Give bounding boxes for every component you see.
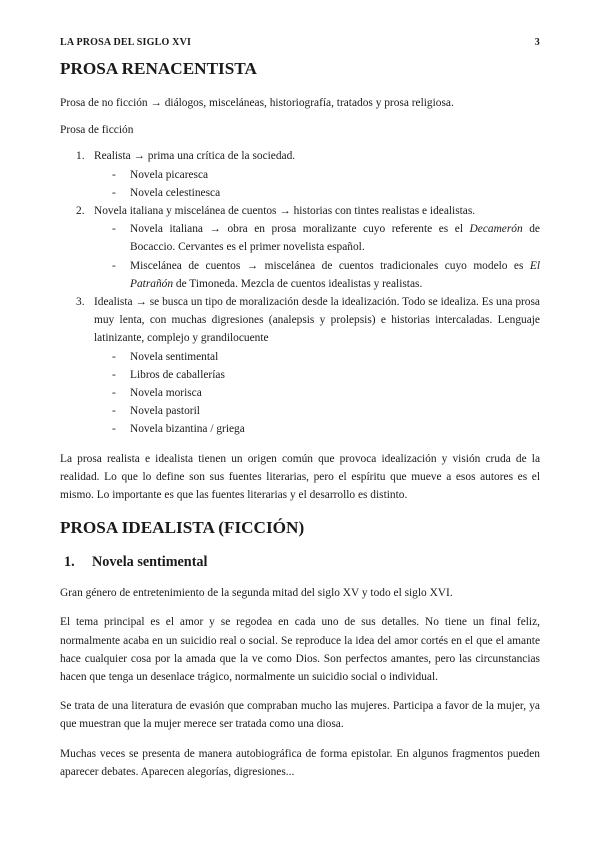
sub-list-item: - Novela celestinesca: [112, 186, 221, 199]
sub-list-item: - Novela picaresca: [112, 168, 209, 181]
fiction-list: [60, 147, 540, 438]
body-paragraph: Gran género de entretenimiento de la segunda mitad del siglo XV y todo el siglo XVI.: [60, 587, 453, 600]
subsection-number: 1.: [64, 554, 75, 571]
running-title: LA PROSA DEL SIGLO XVI: [60, 37, 192, 48]
list-item-text: Realista → prima una crítica de la sociedad.: [94, 150, 296, 163]
sub-list-item: - Libros de caballerías: [112, 368, 225, 381]
list-item: [60, 202, 540, 293]
body-paragraph: El tema principal es el amor y se regodea en cada uno de sus detalles. No tiene un final feliz, normalmente acaba en un suicidio real o social. Se reproduce la idea del amor cortés en el que el amante hace cualquier cosa por la amada que la ve como Dios. Son perfectos amantes, pero las circunstancias hacen que tenga un desenlace trágico, normalmente un suicidio social o individual.: [60, 616, 540, 684]
sub-list-item: - Miscelánea de cuentos → miscelánea de cuentos tradicionales cuyo modelo es El Patrañón de Timoneda. Mezcla de cuentos idealistas y realistas.: [112, 259, 540, 290]
sub-list-item: - Novela morisca: [112, 387, 202, 400]
list-number: 2.: [76, 205, 85, 218]
page-number: 3: [534, 37, 540, 48]
section-heading-prosa-renacentista: PROSA RENACENTISTA: [60, 59, 257, 78]
book-title: El Patrañón: [130, 259, 540, 290]
sub-list: [94, 220, 540, 293]
list-item: [60, 293, 540, 439]
sub-list-item: - Novela italiana → obra en prosa moralizante cuyo referente es el Decamerón de Bocaccio. Cervantes es el primer novelista español.: [112, 223, 540, 254]
fiction-label: Prosa de ficción: [60, 124, 134, 137]
sub-list: [94, 348, 540, 439]
subsection-heading: [60, 552, 540, 572]
list-item-text: Idealista → se busca un tipo de moralización desde la idealización. Todo se idealiza. Es una prosa muy lenta, con muchas digresiones (analepsis y prolepsis) e historias intercaladas. Lenguaje latinizante, complejo y grandilocuente: [94, 296, 540, 345]
section-heading-prosa-idealista: PROSA IDEALISTA (FICCIÓN): [60, 518, 305, 538]
subsection-title: Novela sentimental: [92, 554, 208, 571]
page-content: [60, 58, 540, 781]
sub-list: [94, 166, 540, 202]
intro-paragraph: Prosa de no ficción → diálogos, misceláneas, historiografía, tratados y prosa religiosa.: [60, 97, 454, 109]
sub-list-item: - Novela sentimental: [112, 350, 219, 363]
sub-list-item: - Novela bizantina / griega: [112, 423, 245, 436]
list-item-text: Novela italiana y miscelánea de cuentos → historias con tintes realistas e idealistas.: [94, 205, 476, 218]
list-number: 1.: [76, 150, 85, 163]
book-title: Decamerón: [469, 223, 523, 236]
list-number: 3.: [76, 296, 85, 309]
sub-list-item: - Novela pastoril: [112, 405, 200, 418]
summary-paragraph: La prosa realista e idealista tienen un origen común que provoca idealización y visión cruda de la realidad. Lo que lo define son sus fuentes literarias, pero el espíritu que mueve a esos autores es el mismo. Lo importante es que las fuentes literarias y el desarrollo es distinto.: [60, 452, 540, 502]
body-paragraph: Muchas veces se presenta de manera autobiográfica de forma epistolar. En algunos fragmentos pueden aparecer debates. Aparecen alegorías, digresiones...: [60, 747, 540, 778]
list-item: [60, 147, 540, 202]
body-paragraph: Se trata de una literatura de evasión que compraban mucho las mujeres. Participa a favor de la mujer, ya que muestran que la mujer merece ser tratada como una diosa.: [60, 700, 540, 731]
